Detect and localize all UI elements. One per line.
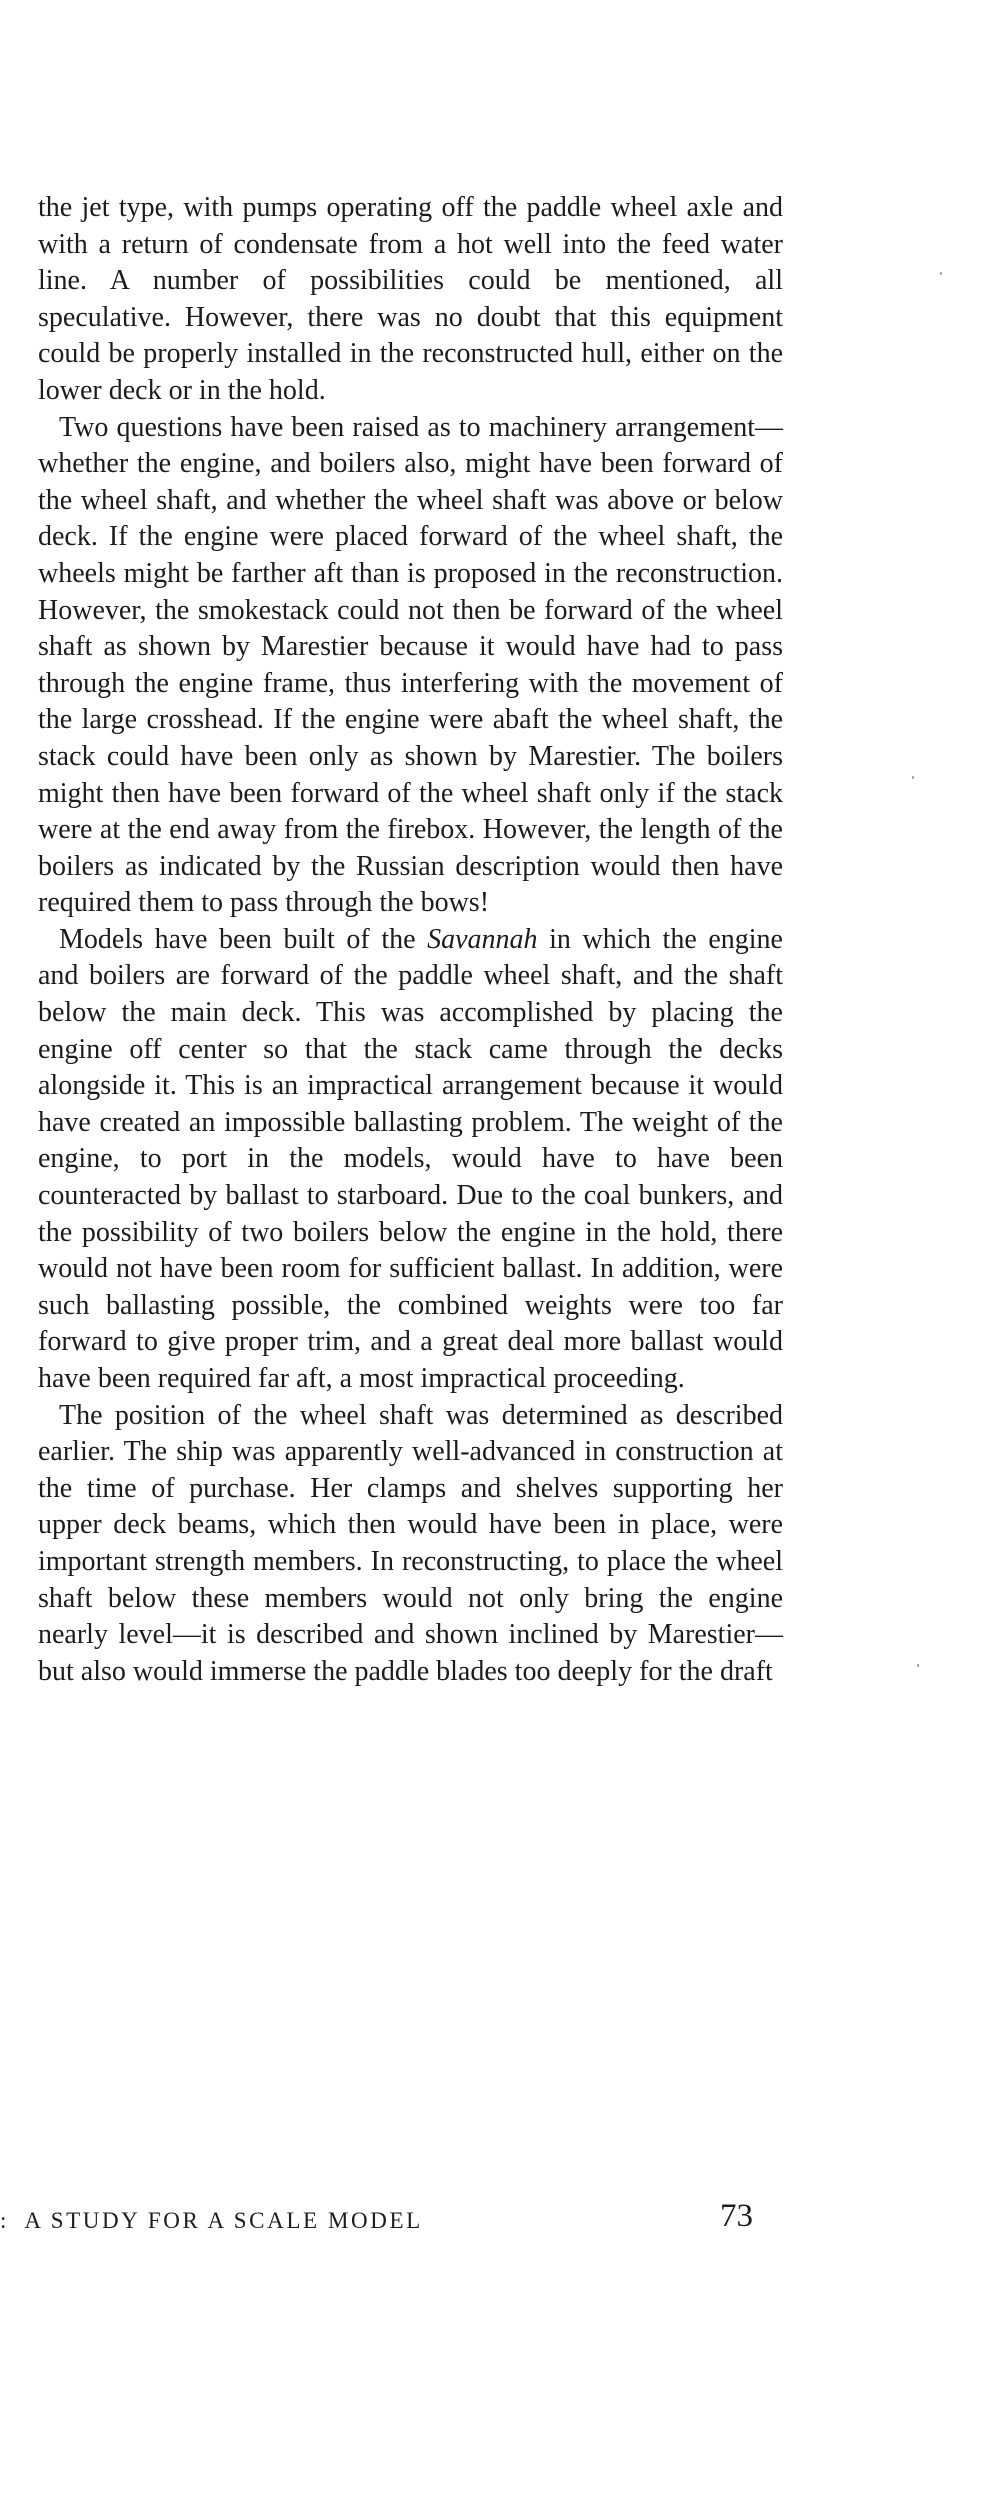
paragraph [38,922,783,1398]
body-text [38,190,783,1690]
scan-speck [912,776,914,779]
paragraph [38,410,783,922]
scan-speck [940,272,942,275]
page-footer [0,2198,785,2242]
paragraph-text: Models have been built of the [59,923,428,955]
paragraph-text: the jet type, with pumps operating off the paddle wheel axle and with a return of condensate from a hot well into the feed water line. A number of possibilities could be mentioned, all speculative. However, there was no doubt that this equipment could be properly installed in the reconstructed hull, either on the lower deck or in the hold. [38,192,783,406]
paragraph-text: in which the engine and boilers are forward of the paddle wheel shaft, and the shaft below the main deck. This was accomplished by placing the engine off center so that the stack came through the decks alongside it. This is an impractical arrangement because it would have created an impossible ballasting problem. The weight of the engine, to port in the models, would have to have been counteracted by ballast to starboard. Due to the coal bunkers, and the possibility of two boilers below the engine in the hold, there would not have been room for sufficient ballast. In addition, were such ballasting possible, the combined weights were too far forward to give proper trim, and a great deal more ballast would have been required far aft, a most impractical proceeding. [38,923,783,1394]
italic-ship-name: Savannah [427,923,538,955]
paragraph [38,1398,783,1691]
paragraph [38,190,783,410]
paragraph-text: Two questions have been raised as to machinery arrangement—whether the engine, and boilers also, might have been forward of the wheel shaft, and whether the wheel shaft was above or below deck. If the engine were placed forward of the wheel shaft, the wheels might be farther aft than is proposed in the reconstruction. However, the smokestack could not then be forward of the wheel shaft as shown by Marestier because it would have had to pass through the engine frame, thus interfering with the movement of the large crosshead. If the engine were abaft the wheel shaft, the stack could have been only as shown by Marestier. The boilers might then have been forward of the wheel shaft only if the stack were at the end away from the firebox. However, the length of the boilers as indicated by the Russian description would then have required them to pass through the bows! [38,411,783,919]
scan-speck [917,1664,919,1667]
page-number: 73 [720,2198,753,2234]
paragraph-text: The position of the wheel shaft was determined as described earlier. The ship was apparently well-advanced in construction at the time of purchase. Her clamps and shelves supporting her upper deck beams, which then would have been in place, were important strength members. In reconstructing, to place the wheel shaft below these members would not only bring the engine nearly level—it is described and shown inclined by Marestier—but also would immerse the paddle blades too deeply for the draft [38,1399,783,1687]
running-title: : A STUDY FOR A SCALE MODEL [0,2208,423,2233]
